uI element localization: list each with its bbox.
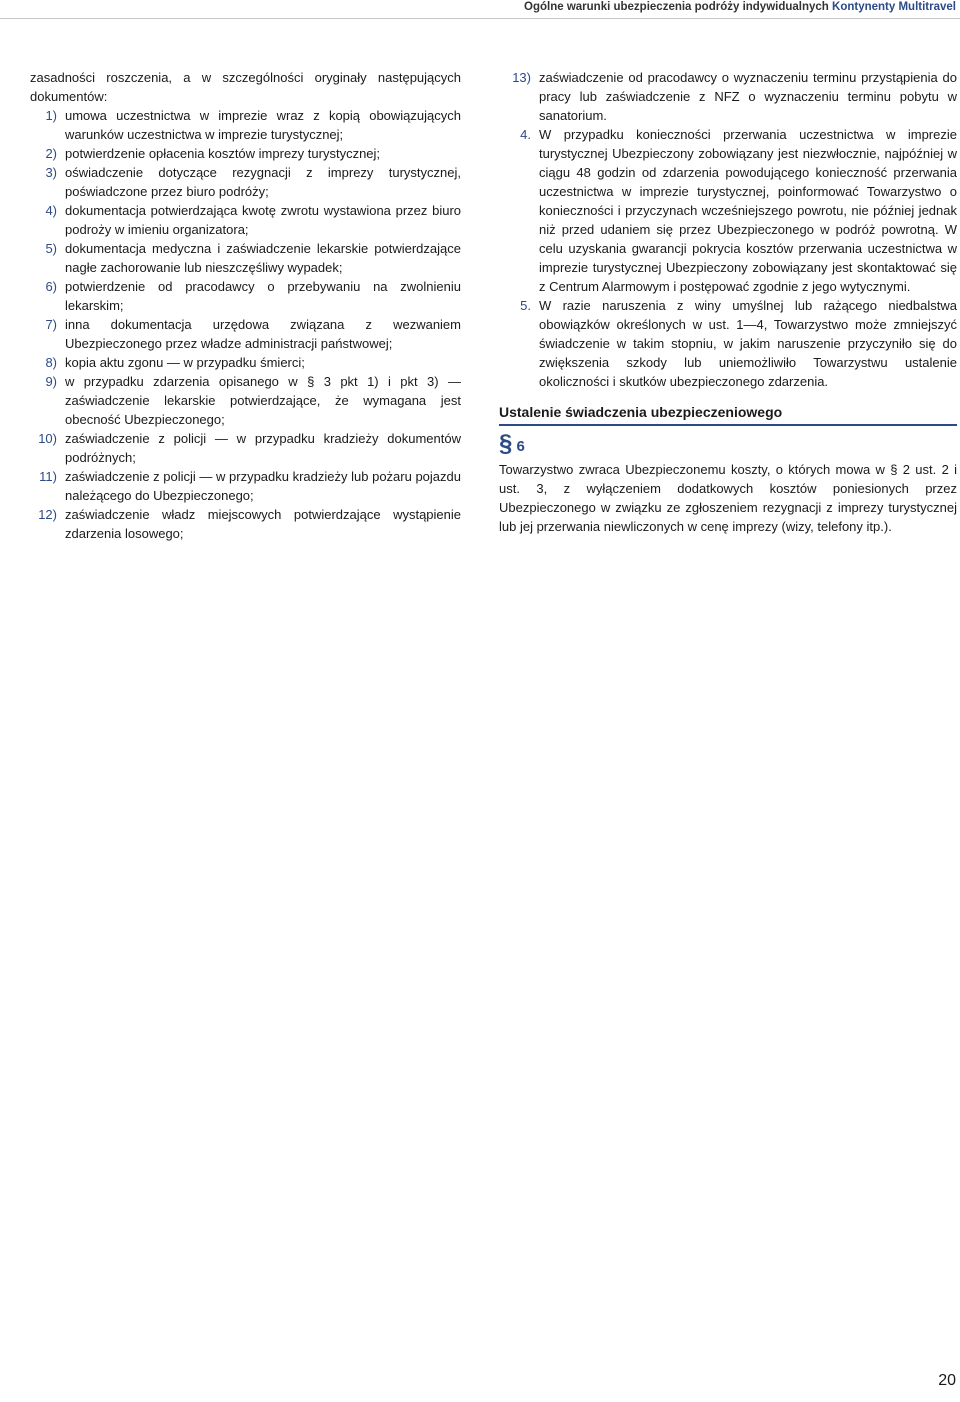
intro-paragraph: zasadności roszczenia, a w szczególności oryginały następujących dokumentów: <box>30 70 461 104</box>
list-item <box>27 315 461 353</box>
page-header <box>0 0 960 19</box>
section-sign-icon: § <box>499 430 513 457</box>
item-number: 9) <box>45 374 57 389</box>
list-item <box>27 144 461 163</box>
item-number: 3) <box>45 165 57 180</box>
item-number: 13) <box>512 70 531 85</box>
list-item <box>27 239 461 277</box>
item-number: 12) <box>38 507 57 522</box>
header-product: Kontynenty Multitravel <box>832 1 956 13</box>
header-title: Ogólne warunki ubezpieczenia podróży indywidualnych <box>524 1 829 13</box>
right-column <box>499 68 957 536</box>
numbered-clause <box>499 296 957 391</box>
clause-number: 5. <box>520 298 531 313</box>
item-text: dokumentacja potwierdzająca kwotę zwrotu wystawiona przez biuro podroży w imieniu organizatora; <box>65 203 461 237</box>
header-title-line <box>524 0 956 14</box>
page-number: 20 <box>938 1372 956 1389</box>
section-number-value: 6 <box>516 438 525 455</box>
item-text: potwierdzenie od pracodawcy o przebywaniu na zwolnieniu lekarskim; <box>65 279 461 313</box>
clause-text: W razie naruszenia z winy umyślnej lub rażącego niedbalstwa obowiązków określonych w ust. 1—4, Towarzystwo może zmniejszyć świadczenie w takim stopniu, w jakim naruszenie przyczyniło się do zwiększenia szkody lub uniemożliwiło Towarzystwu ustalenie okoliczności i skutków ubezpieczonego zdarzenia. <box>539 298 957 389</box>
list-item <box>27 201 461 239</box>
item-number: 10) <box>38 431 57 446</box>
item-number: 8) <box>45 355 57 370</box>
list-item <box>27 277 461 315</box>
item-text: potwierdzenie opłacenia kosztów imprezy turystycznej; <box>65 146 381 161</box>
item-number: 2) <box>45 146 57 161</box>
clause-number: 4. <box>520 127 531 142</box>
item-text: zaświadczenie z policji — w przypadku kradzieży dokumentów podróżnych; <box>65 431 461 465</box>
list-item <box>27 429 461 467</box>
item-text: oświadczenie dotyczące rezygnacji z imprezy turystycznej, poświadczone przez biuro podróży; <box>65 165 461 199</box>
item-text: zaświadczenie z policji — w przypadku kradzieży lub pożaru pojazdu należącego do Ubezpieczonego; <box>65 469 461 503</box>
item-number: 4) <box>45 203 57 218</box>
list-item <box>499 68 957 125</box>
item-text: kopia aktu zgonu — w przypadku śmierci; <box>65 355 305 370</box>
list-item <box>27 372 461 429</box>
section-paragraph: Towarzystwo zwraca Ubezpieczonemu koszty, o których mowa w § 2 ust. 2 i ust. 3, z wyłączeniem dodatkowych kosztów poniesionych przez Ubezpieczonego w związku ze zgłoszeniem rezygnacji z imprezy turystycznej lub jej przerwania niewliczonych w cenę imprezy (wizy, telefony itp.). <box>499 462 957 534</box>
item-text: inna dokumentacja urzędowa związana z wezwaniem Ubezpieczonego przez władze administracji państwowej; <box>65 317 461 351</box>
list-item <box>27 163 461 201</box>
numbered-clause <box>499 125 957 296</box>
item-number: 5) <box>45 241 57 256</box>
section-heading: Ustalenie świadczenia ubezpieczeniowego <box>499 403 957 426</box>
item-number: 7) <box>45 317 57 332</box>
item-text: zaświadczenie władz miejscowych potwierdzające wystąpienie zdarzenia losowego; <box>65 507 461 541</box>
item-number: 1) <box>45 108 57 123</box>
item-number: 6) <box>45 279 57 294</box>
item-text: umowa uczestnictwa w imprezie wraz z kopią obowiązujących warunków uczestnictwa w imprezie turystycznej; <box>65 108 461 142</box>
document-list <box>27 106 461 543</box>
section-number <box>499 430 957 460</box>
clause-text: W przypadku konieczności przerwania uczestnictwa w imprezie turystycznej Ubezpieczony zobowiązany jest niezwłocznie, najpóźniej w ciągu 48 godzin od zdarzenia powodującego konieczność przerwania uczestnictwa w imprezie turystycznej, poinformować Towarzystwo o konieczności i przyczynach wcześniejszego powrotu, nie później jednak niż przed udaniem się przez Ubezpieczonego w podróż powrotną. W celu uzyskania gwarancji pokrycia kosztów przerwania uczestnictwa w imprezie turystycznej Ubezpieczony zobowiązany jest skontaktować się z Centrum Alarmowym i postępować zgodnie z jego wytycznymi. <box>539 127 957 294</box>
list-item <box>27 505 461 543</box>
item-text: zaświadczenie od pracodawcy o wyznaczeniu terminu przystąpienia do pracy lub zaświadczenie z NFZ o wyznaczeniu terminu pobytu w sanatorium. <box>539 70 957 123</box>
left-column <box>27 68 461 543</box>
item-number: 11) <box>39 469 57 484</box>
list-item <box>27 467 461 505</box>
list-item <box>27 106 461 144</box>
item-text: w przypadku zdarzenia opisanego w § 3 pkt 1) i pkt 3) — zaświadczenie lekarskie potwierdzające, że wymagana jest obecność Ubezpieczonego; <box>65 374 461 427</box>
item-text: dokumentacja medyczna i zaświadczenie lekarskie potwierdzające nagłe zachorowanie lub nieszczęśliwy wypadek; <box>65 241 461 275</box>
list-item <box>27 353 461 372</box>
